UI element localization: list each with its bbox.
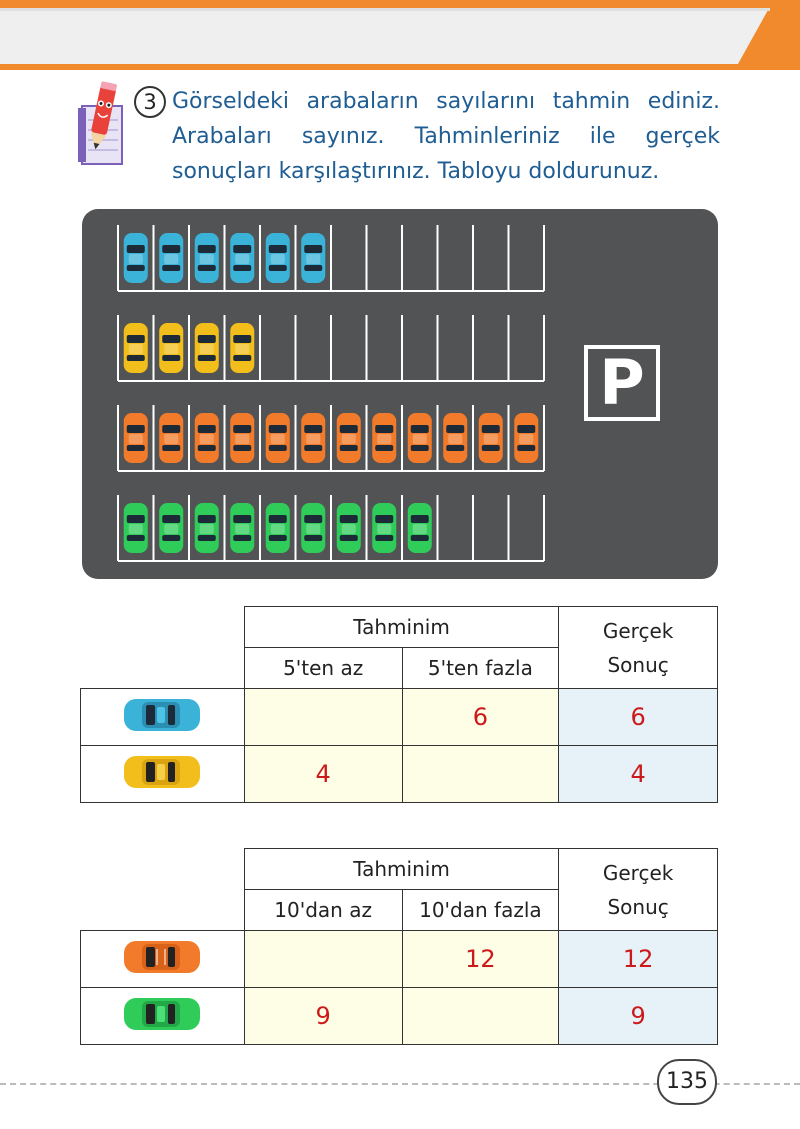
estimation-table-1	[80, 606, 718, 803]
car-icon	[266, 503, 290, 553]
header-more-than: 10'dan fazla	[402, 890, 559, 931]
car-icon	[124, 413, 148, 463]
car-icon	[266, 233, 290, 283]
empty-corner	[81, 849, 245, 931]
actual-result-cell[interactable]: 4	[559, 746, 718, 803]
estimate-less-cell[interactable]	[244, 931, 402, 988]
blue-car-icon	[120, 695, 204, 735]
row-car-cell	[81, 689, 245, 746]
table-row	[81, 746, 718, 803]
estimate-less-cell[interactable]	[244, 689, 402, 746]
car-icon	[301, 413, 325, 463]
car-icon	[195, 413, 219, 463]
actual-result-cell[interactable]: 6	[559, 689, 718, 746]
parking-row	[118, 405, 544, 471]
green-car-icon	[120, 994, 204, 1034]
car-icon	[372, 413, 396, 463]
header-estimate: Tahminim	[244, 849, 558, 890]
empty-corner	[81, 607, 245, 689]
car-icon	[159, 413, 183, 463]
estimate-more-cell[interactable]: 12	[402, 931, 559, 988]
car-icon	[408, 413, 432, 463]
car-icon	[230, 323, 254, 373]
parking-lot-illustration	[82, 209, 718, 579]
car-icon	[301, 233, 325, 283]
page-number: 135	[657, 1059, 717, 1105]
estimate-more-cell[interactable]	[402, 988, 559, 1045]
actual-result-cell[interactable]: 9	[559, 988, 718, 1045]
car-icon	[479, 413, 503, 463]
car-icon	[514, 413, 538, 463]
car-icon	[408, 503, 432, 553]
parking-row	[118, 495, 544, 561]
orange-car-icon	[120, 937, 204, 977]
question-text: Görseldeki arabaların sayılarını tahmin ediniz. Arabaları sayınız. Tahminleriniz ile gerçek sonuçları karşılaştırınız. Tabloyu doldurunuz.	[172, 89, 720, 184]
car-icon	[230, 503, 254, 553]
car-icon	[230, 413, 254, 463]
car-icon	[266, 413, 290, 463]
car-icon	[195, 323, 219, 373]
car-icon	[195, 503, 219, 553]
car-icon	[337, 413, 361, 463]
car-icon	[159, 503, 183, 553]
car-icon	[124, 323, 148, 373]
estimate-less-cell[interactable]: 4	[244, 746, 402, 803]
estimation-table-2	[80, 848, 718, 1045]
estimate-less-cell[interactable]: 9	[244, 988, 402, 1045]
parking-row	[118, 315, 544, 381]
yellow-car-icon	[120, 752, 204, 792]
car-icon	[195, 233, 219, 283]
header-more-than: 5'ten fazla	[402, 648, 559, 689]
car-icon	[124, 503, 148, 553]
pencil-notebook-icon	[76, 78, 128, 174]
estimate-more-cell[interactable]	[402, 746, 559, 803]
table-row	[81, 931, 718, 988]
row-car-cell	[81, 746, 245, 803]
car-icon	[159, 233, 183, 283]
parking-sign-icon	[586, 346, 658, 419]
car-icon	[159, 323, 183, 373]
row-car-cell	[81, 931, 245, 988]
car-icon	[230, 233, 254, 283]
header-less-than: 5'ten az	[244, 648, 402, 689]
header-less-than: 10'dan az	[244, 890, 402, 931]
estimate-more-cell[interactable]: 6	[402, 689, 559, 746]
table-row	[81, 689, 718, 746]
header-estimate: Tahminim	[244, 607, 558, 648]
car-icon	[301, 503, 325, 553]
car-icon	[443, 413, 467, 463]
car-icon	[372, 503, 396, 553]
header-actual-result: Gerçek Sonuç	[559, 607, 718, 689]
table-row	[81, 988, 718, 1045]
car-icon	[124, 233, 148, 283]
car-icon	[337, 503, 361, 553]
question-number: 3	[134, 86, 166, 118]
svg-text:P: P	[599, 346, 645, 419]
row-car-cell	[81, 988, 245, 1045]
top-header-band	[0, 0, 800, 70]
parking-row	[118, 225, 544, 291]
header-actual-result: Gerçek Sonuç	[559, 849, 718, 931]
actual-result-cell[interactable]: 12	[559, 931, 718, 988]
